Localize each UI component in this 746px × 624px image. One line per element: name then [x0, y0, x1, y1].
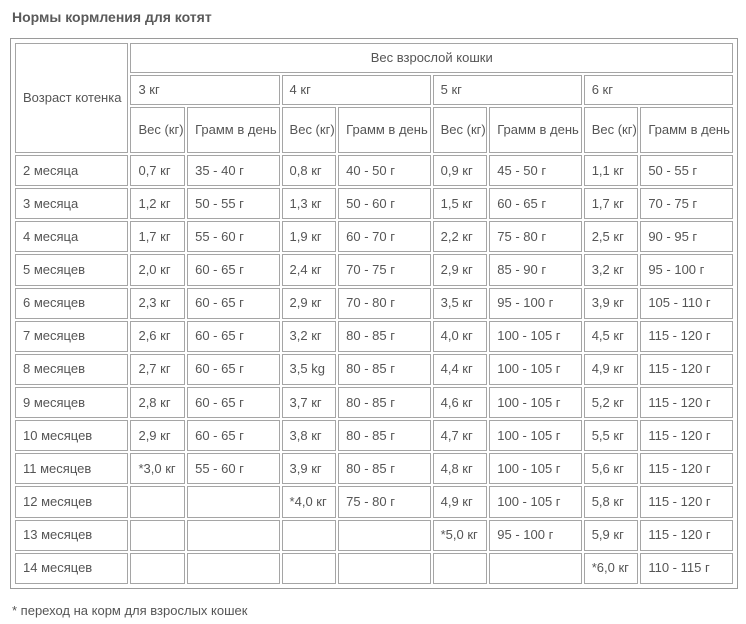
- weight-subheader: Вес (кг): [584, 107, 639, 153]
- age-cell: 12 месяцев: [15, 486, 128, 517]
- kitten-weight-cell: *3,0 кг: [130, 453, 185, 484]
- grams-per-day-cell: 80 - 85 г: [338, 387, 430, 418]
- kitten-weight-cell: 3,2 кг: [584, 254, 639, 285]
- kitten-weight-cell: 5,8 кг: [584, 486, 639, 517]
- kitten-weight-cell: 3,5 kg: [282, 354, 337, 385]
- grams-per-day-cell: 60 - 65 г: [187, 354, 279, 385]
- age-cell: 9 месяцев: [15, 387, 128, 418]
- grams-per-day-cell: 70 - 75 г: [640, 188, 733, 219]
- grams-per-day-cell: 55 - 60 г: [187, 221, 279, 252]
- age-cell: 10 месяцев: [15, 420, 128, 451]
- grams-per-day-cell: 115 - 120 г: [640, 420, 733, 451]
- grams-per-day-cell: 70 - 80 г: [338, 288, 430, 319]
- table-row: [15, 221, 733, 252]
- kitten-weight-cell: 2,5 кг: [584, 221, 639, 252]
- kitten-weight-cell: 4,4 кг: [433, 354, 488, 385]
- kitten-weight-cell: 2,0 кг: [130, 254, 185, 285]
- kitten-weight-cell: 5,9 кг: [584, 520, 639, 551]
- grams-per-day-cell: 60 - 70 г: [338, 221, 430, 252]
- grams-per-day-cell: 60 - 65 г: [187, 420, 279, 451]
- kitten-weight-cell: *6,0 кг: [584, 553, 639, 584]
- kitten-weight-cell: [130, 520, 185, 551]
- age-cell: 4 месяца: [15, 221, 128, 252]
- age-cell: 7 месяцев: [15, 321, 128, 352]
- grams-per-day-cell: 80 - 85 г: [338, 321, 430, 352]
- kitten-weight-cell: 2,9 кг: [433, 254, 488, 285]
- grams-per-day-cell: 95 - 100 г: [489, 288, 581, 319]
- grams-per-day-cell: 100 - 105 г: [489, 420, 581, 451]
- grams-per-day-cell: 75 - 80 г: [489, 221, 581, 252]
- kitten-weight-cell: 0,7 кг: [130, 155, 185, 186]
- grams-per-day-cell: 110 - 115 г: [640, 553, 733, 584]
- grams-per-day-cell: 100 - 105 г: [489, 321, 581, 352]
- grams-per-day-cell: 60 - 65 г: [187, 288, 279, 319]
- weight-subheader: Вес (кг): [130, 107, 185, 153]
- grams-per-day-cell: 45 - 50 г: [489, 155, 581, 186]
- grams-per-day-cell: 80 - 85 г: [338, 453, 430, 484]
- kitten-weight-cell: 5,2 кг: [584, 387, 639, 418]
- grams-per-day-cell: [187, 486, 279, 517]
- kitten-weight-cell: 4,8 кг: [433, 453, 488, 484]
- weight-group-header: 6 кг: [584, 75, 733, 105]
- kitten-weight-cell: 0,8 кг: [282, 155, 337, 186]
- grams-per-day-cell: 105 - 110 г: [640, 288, 733, 319]
- kitten-weight-cell: [433, 553, 488, 584]
- kitten-weight-cell: 2,9 кг: [130, 420, 185, 451]
- grams-per-day-cell: 50 - 55 г: [187, 188, 279, 219]
- footnote: * переход на корм для взрослых кошек: [12, 603, 248, 618]
- grams-per-day-cell: [489, 553, 581, 584]
- table-row: [15, 387, 733, 418]
- grams-subheader: Грамм в день: [338, 107, 430, 153]
- grams-per-day-cell: 95 - 100 г: [489, 520, 581, 551]
- table-row: [15, 155, 733, 186]
- grams-subheader: Грамм в день: [640, 107, 733, 153]
- grams-per-day-cell: 60 - 65 г: [187, 387, 279, 418]
- kitten-weight-cell: 3,8 кг: [282, 420, 337, 451]
- kitten-weight-cell: 4,6 кг: [433, 387, 488, 418]
- table-row: [15, 553, 733, 584]
- kitten-weight-cell: 3,9 кг: [584, 288, 639, 319]
- kitten-weight-cell: 2,8 кг: [130, 387, 185, 418]
- grams-per-day-cell: 115 - 120 г: [640, 387, 733, 418]
- kitten-weight-cell: 2,2 кг: [433, 221, 488, 252]
- kitten-weight-cell: 2,6 кг: [130, 321, 185, 352]
- kitten-weight-cell: 1,3 кг: [282, 188, 337, 219]
- table-row: [15, 321, 733, 352]
- grams-per-day-cell: 100 - 105 г: [489, 453, 581, 484]
- grams-per-day-cell: 100 - 105 г: [489, 486, 581, 517]
- kitten-weight-cell: 3,7 кг: [282, 387, 337, 418]
- kitten-weight-cell: 0,9 кг: [433, 155, 488, 186]
- grams-per-day-cell: 100 - 105 г: [489, 387, 581, 418]
- weight-group-header: 5 кг: [433, 75, 582, 105]
- grams-per-day-cell: 35 - 40 г: [187, 155, 279, 186]
- kitten-weight-cell: 2,3 кг: [130, 288, 185, 319]
- kitten-weight-cell: [282, 553, 337, 584]
- table-row: [15, 188, 733, 219]
- kitten-weight-cell: 4,9 кг: [433, 486, 488, 517]
- kitten-weight-cell: 1,2 кг: [130, 188, 185, 219]
- grams-per-day-cell: [187, 520, 279, 551]
- grams-per-day-cell: 85 - 90 г: [489, 254, 581, 285]
- kitten-weight-cell: 2,7 кг: [130, 354, 185, 385]
- grams-per-day-cell: 95 - 100 г: [640, 254, 733, 285]
- weight-group-header: 4 кг: [282, 75, 431, 105]
- kitten-weight-cell: *4,0 кг: [282, 486, 337, 517]
- table-row: [15, 354, 733, 385]
- grams-per-day-cell: [338, 553, 430, 584]
- kitten-weight-cell: [130, 486, 185, 517]
- kitten-weight-cell: [130, 553, 185, 584]
- kitten-weight-cell: 4,7 кг: [433, 420, 488, 451]
- grams-per-day-cell: 80 - 85 г: [338, 420, 430, 451]
- grams-per-day-cell: 115 - 120 г: [640, 321, 733, 352]
- grams-per-day-cell: 60 - 65 г: [489, 188, 581, 219]
- kitten-weight-cell: [282, 520, 337, 551]
- feeding-table-body: [15, 43, 733, 584]
- table-row: [15, 288, 733, 319]
- grams-per-day-cell: 115 - 120 г: [640, 354, 733, 385]
- table-row: [15, 420, 733, 451]
- kitten-weight-cell: *5,0 кг: [433, 520, 488, 551]
- grams-per-day-cell: [338, 520, 430, 551]
- grams-per-day-cell: 115 - 120 г: [640, 486, 733, 517]
- grams-per-day-cell: 40 - 50 г: [338, 155, 430, 186]
- weight-subheader: Вес (кг): [282, 107, 337, 153]
- table-row: [15, 453, 733, 484]
- kitten-weight-cell: 5,6 кг: [584, 453, 639, 484]
- age-cell: 6 месяцев: [15, 288, 128, 319]
- grams-per-day-cell: [187, 553, 279, 584]
- age-cell: 3 месяца: [15, 188, 128, 219]
- grams-per-day-cell: 70 - 75 г: [338, 254, 430, 285]
- age-cell: 14 месяцев: [15, 553, 128, 584]
- grams-per-day-cell: 55 - 60 г: [187, 453, 279, 484]
- age-cell: 8 месяцев: [15, 354, 128, 385]
- kitten-weight-cell: 1,9 кг: [282, 221, 337, 252]
- kitten-weight-cell: 3,5 кг: [433, 288, 488, 319]
- feeding-table: [13, 41, 735, 586]
- grams-per-day-cell: 50 - 55 г: [640, 155, 733, 186]
- kitten-weight-cell: 4,5 кг: [584, 321, 639, 352]
- grams-per-day-cell: 80 - 85 г: [338, 354, 430, 385]
- kitten-weight-cell: 1,5 кг: [433, 188, 488, 219]
- grams-per-day-cell: 90 - 95 г: [640, 221, 733, 252]
- kitten-weight-cell: 4,0 кг: [433, 321, 488, 352]
- age-cell: 11 месяцев: [15, 453, 128, 484]
- table-row: [15, 486, 733, 517]
- grams-subheader: Грамм в день: [489, 107, 581, 153]
- kitten-weight-cell: 1,1 кг: [584, 155, 639, 186]
- weight-subheader: Вес (кг): [433, 107, 488, 153]
- grams-per-day-cell: 50 - 60 г: [338, 188, 430, 219]
- age-cell: 5 месяцев: [15, 254, 128, 285]
- kitten-weight-cell: 2,9 кг: [282, 288, 337, 319]
- age-cell: 2 месяца: [15, 155, 128, 186]
- grams-subheader: Грамм в день: [187, 107, 279, 153]
- grams-per-day-cell: 100 - 105 г: [489, 354, 581, 385]
- page-title: Нормы кормления для котят: [12, 9, 212, 25]
- header-row-group: [15, 43, 733, 73]
- grams-per-day-cell: 60 - 65 г: [187, 254, 279, 285]
- grams-per-day-cell: 60 - 65 г: [187, 321, 279, 352]
- age-column-header: Возраст котенка: [15, 43, 128, 153]
- kitten-weight-cell: 1,7 кг: [130, 221, 185, 252]
- kitten-weight-cell: 4,9 кг: [584, 354, 639, 385]
- age-cell: 13 месяцев: [15, 520, 128, 551]
- grams-per-day-cell: 115 - 120 г: [640, 520, 733, 551]
- feeding-table-frame: [10, 38, 738, 589]
- kitten-weight-cell: 1,7 кг: [584, 188, 639, 219]
- kitten-weight-cell: 2,4 кг: [282, 254, 337, 285]
- grams-per-day-cell: 115 - 120 г: [640, 453, 733, 484]
- kitten-weight-cell: 3,2 кг: [282, 321, 337, 352]
- adult-weight-group-header: Вес взрослой кошки: [130, 43, 733, 73]
- kitten-weight-cell: 5,5 кг: [584, 420, 639, 451]
- grams-per-day-cell: 75 - 80 г: [338, 486, 430, 517]
- kitten-weight-cell: 3,9 кг: [282, 453, 337, 484]
- table-row: [15, 254, 733, 285]
- table-row: [15, 520, 733, 551]
- weight-group-header: 3 кг: [130, 75, 279, 105]
